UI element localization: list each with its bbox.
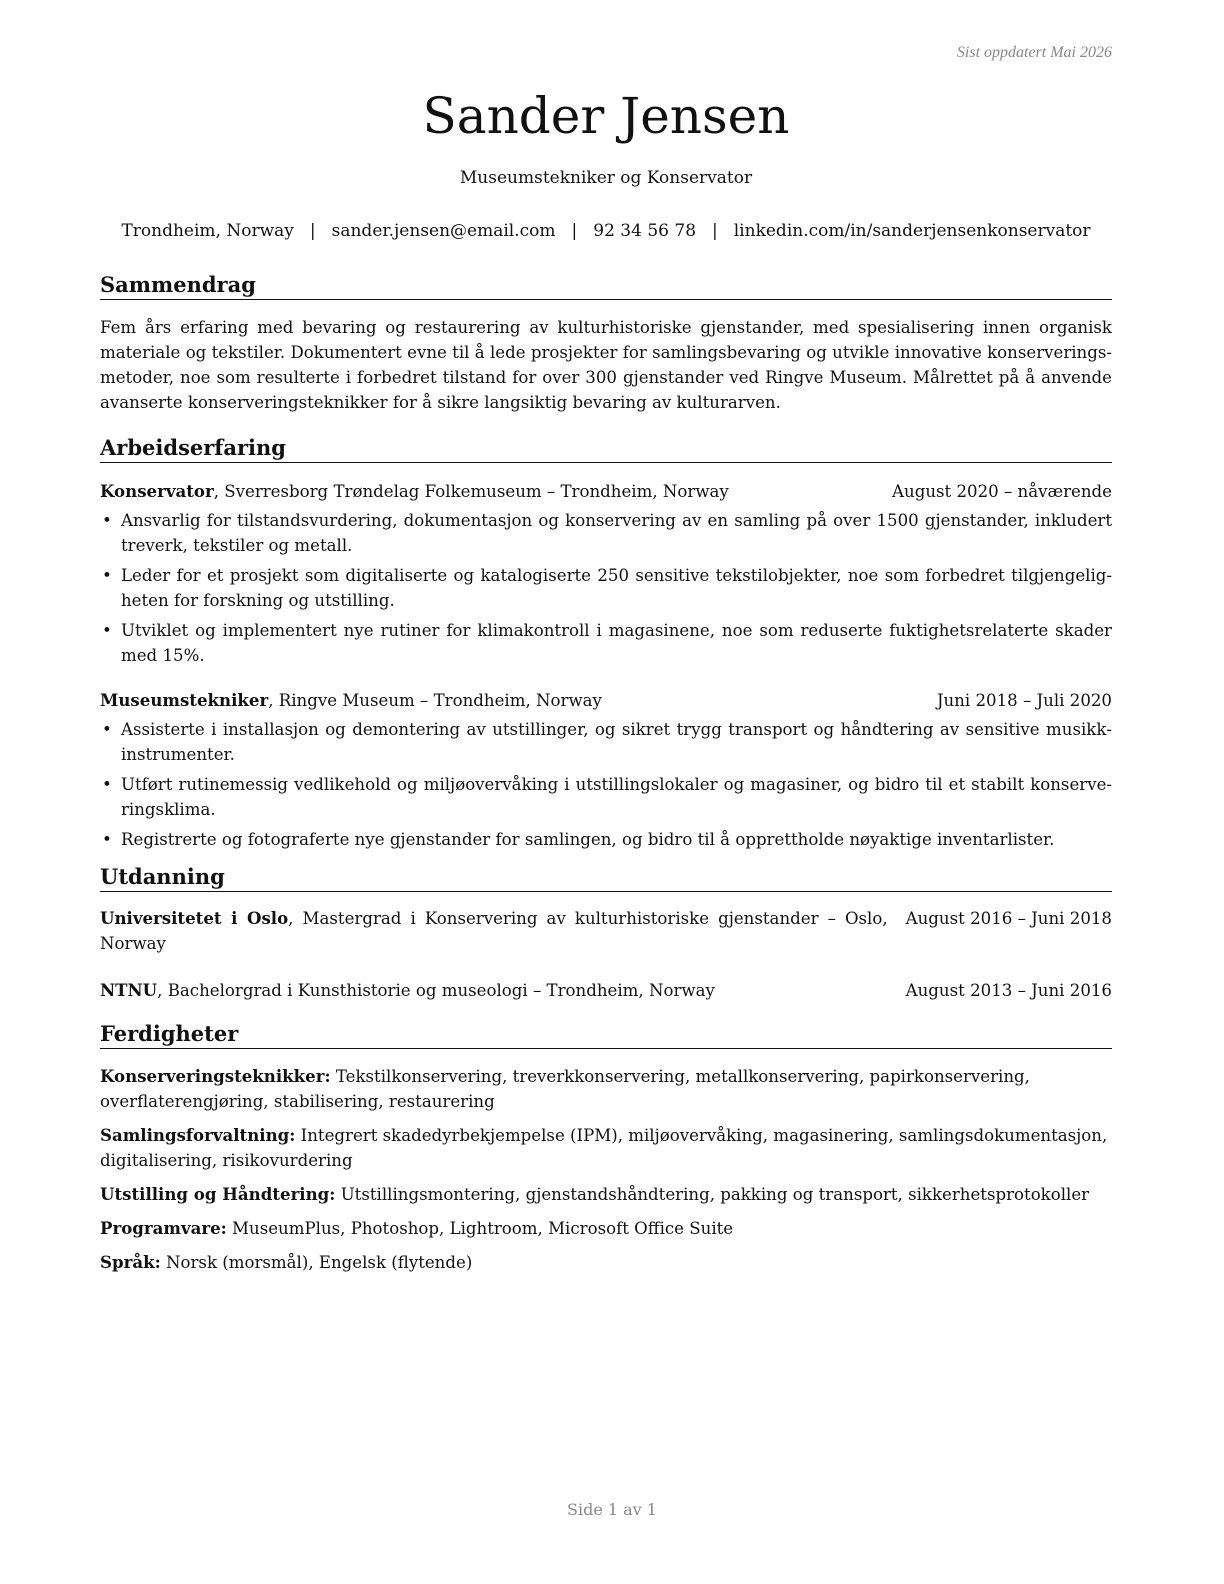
education-school: NTNU [100,980,158,1000]
experience-heading: Arbeidserfaring [100,433,1112,463]
job-bullet: • Utført rutinemessig vedlikehold og miljøovervåking i utstillingslokaler og magasiner, og bidro til et stabilt konserveringsklima. [100,772,1112,822]
page-number: Side 1 av 1 [567,1500,657,1519]
job-role: Konservator [100,481,214,501]
education-detail: , Mastergrad i Konservering av kulturhistoriske gjenstander – Oslo, Norway [100,909,888,953]
skill-label: Konserveringsteknikker: [100,1066,331,1086]
contact-email[interactable]: sander.jensen@email.com [331,221,556,241]
job-bullet: • Ansvarlig for tilstandsvurdering, dokumentasjon og konservering av en samling på over 1500 gjenstander, inkludert treverk, tekstiler og metall. [100,508,1112,558]
skill-row [100,1216,1112,1241]
education-dates: August 2013 – Juni 2016 [905,981,1112,1000]
summary-heading: Sammendrag [100,270,1112,300]
job-bullets [100,508,1112,668]
contact-separator: | [309,221,316,241]
skill-value: Integrert skadedyrbekjempelse (IPM), miljøovervåking, magasinering, samlingsdokumentasjon, digitalisering, risikovurdering [100,1126,1108,1170]
summary-section [100,270,1112,415]
skill-value: MuseumPlus, Photoshop, Lightroom, Microsoft Office Suite [226,1219,734,1238]
skill-row [100,1123,1112,1173]
education-item [100,978,1112,1003]
job-organization: , Ringve Museum – Trondheim, Norway [268,691,602,710]
education-dates: August 2016 – Juni 2018 [905,909,1112,928]
last-updated-note: Sist oppdatert Mai 2026 [956,44,1112,61]
skill-value: Utstillingsmontering, gjenstandshåndtering, pakking og transport, sikkerhetsprotokoller [335,1185,1090,1204]
skill-label: Programvare: [100,1218,227,1238]
contact-separator: | [571,221,578,241]
skill-value: Tekstilkonservering, treverkkonservering, metallkonservering, papirkonservering, overflaterengjøring, stabilisering, restaurering [100,1067,1030,1111]
job-header [100,479,1112,504]
education-section [100,862,1112,1003]
skill-label: Samlingsforvaltning: [100,1125,296,1145]
skill-label: Språk: [100,1252,161,1272]
job-bullets [100,717,1112,852]
job-header [100,688,1112,713]
job-bullet: • Utviklet og implementert nye rutiner for klimakontroll i magasinene, noe som reduserte fuktighetsrelaterte skader med 15%. [100,618,1112,668]
job-bullet: • Registrerte og fotograferte nye gjenstander for samlingen, og bidro til å opprettholde nøyaktige inventarlister. [100,827,1112,852]
job-dates: Juni 2018 – Juli 2020 [936,691,1112,710]
job-organization: , Sverresborg Trøndelag Folkemuseum – Trondheim, Norway [213,482,729,501]
skill-value: Norsk (morsmål), Engelsk (flytende) [160,1253,473,1272]
education-heading: Utdanning [100,862,1112,892]
contact-line [100,218,1112,244]
skill-row [100,1064,1112,1114]
candidate-title: Museumstekniker og Konservator [459,168,753,188]
education-detail: , Bachelorgrad i Kunsthistorie og museologi – Trondheim, Norway [157,981,715,1000]
skills-heading: Ferdigheter [100,1019,1112,1049]
education-item [100,906,1112,956]
education-school: Universitetet i Oslo [100,908,289,928]
candidate-name: Sander Jensen [422,87,790,145]
education-line [100,978,888,1003]
contact-location: Trondheim, Norway [121,221,294,241]
contact-linkedin[interactable]: linkedin.com/in/sanderjensenkonservator [733,221,1091,241]
contact-phone: 92 34 56 78 [593,221,697,241]
contact-separator: | [712,221,718,241]
education-line [100,906,888,956]
skill-row [100,1250,1112,1275]
skill-row [100,1182,1112,1207]
experience-section [100,433,1112,852]
job-dates: August 2020 – nåværende [892,482,1112,501]
job-bullet: • Assisterte i installasjon og demontering av utstillinger, og sikret trygg transport og håndtering av sensitive musikkinstrumenter. [100,717,1112,767]
job-title-line [100,688,921,713]
skills-section [100,1019,1112,1275]
skill-label: Utstilling og Håndtering: [100,1184,336,1204]
summary-text: Fem års erfaring med bevaring og restaurering av kulturhistoriske gjenstander, med spesialisering innen organisk materiale og tekstiler. Dokumentert evne til å lede prosjekter for samlingsbevaring og utvikle innovative konserveringsmetoder, noe som resulterte i forbedret tilstand for over 300 gjenstander ved Ringve Museum. Målrettet på å anvende avanserte konserveringsteknikker for å sikre langsiktig bevaring av kulturarven. [100,318,1112,412]
job-title-line [100,479,876,504]
job-bullet: • Leder for et prosjekt som digitaliserte og katalogiserte 250 sensitive tekstilobjekter, noe som forbedret tilgjengeligheten for forskning og utstilling. [100,563,1112,613]
job-role: Museumstekniker [100,690,269,710]
resume-content [100,270,1112,1285]
